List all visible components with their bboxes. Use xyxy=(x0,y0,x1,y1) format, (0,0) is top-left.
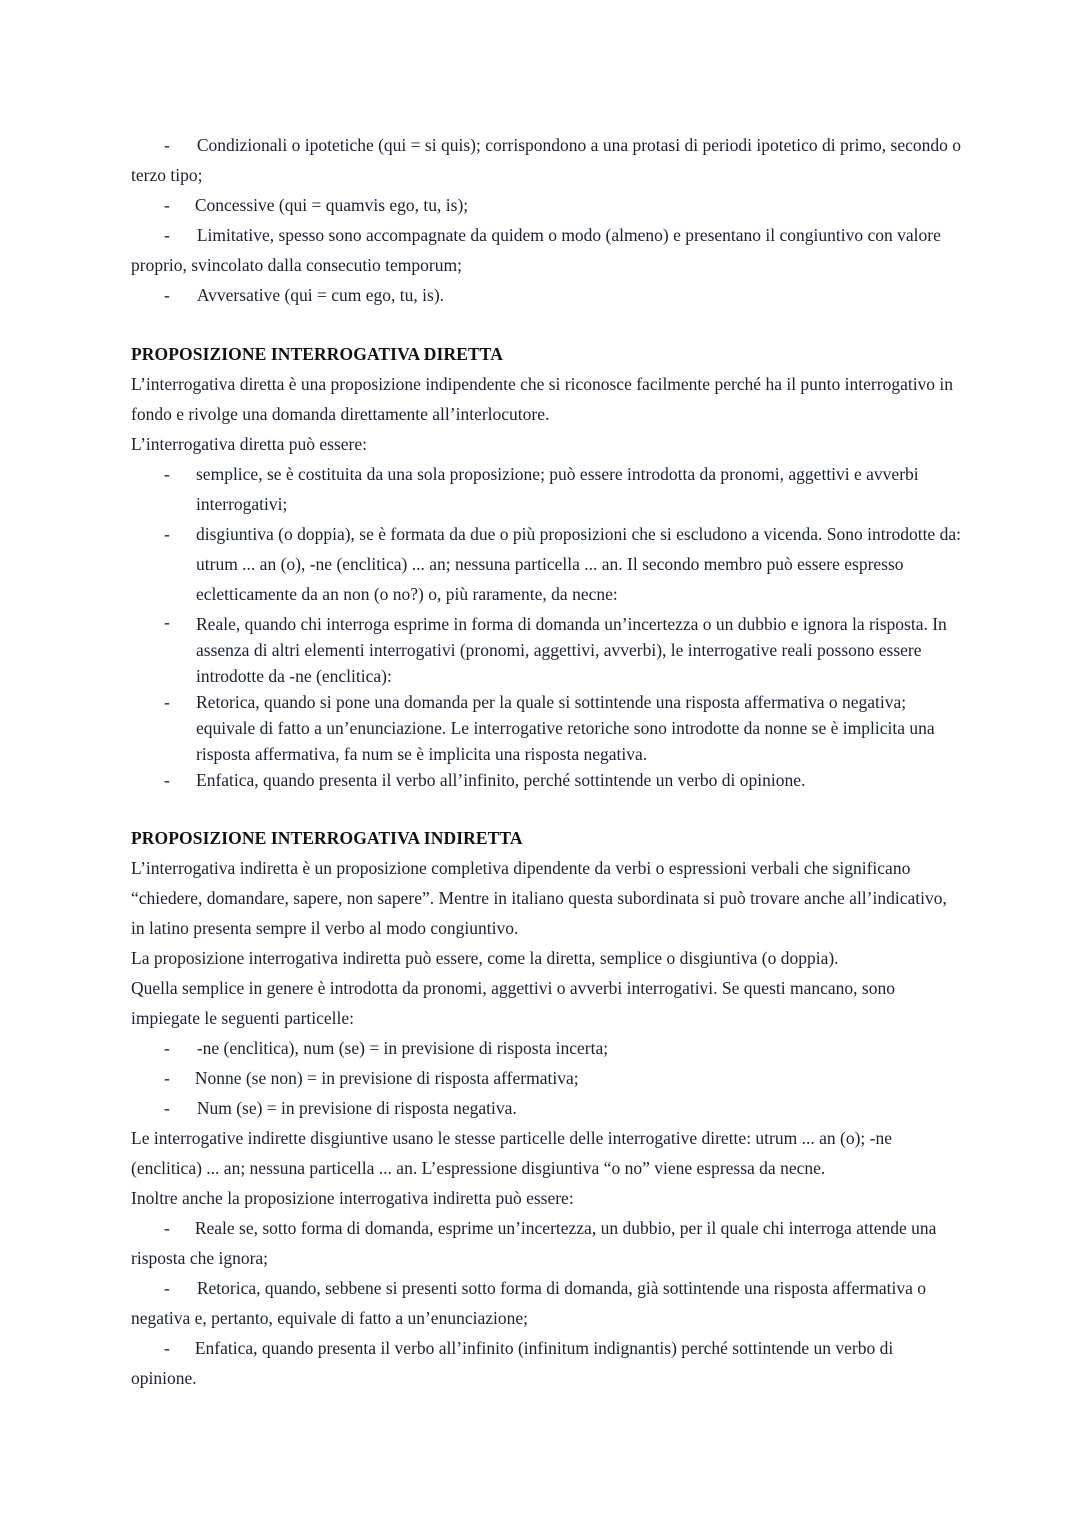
list-item-text: Retorica, quando si pone una domanda per la quale si sottintende una risposta affermativa o negativa; equivale di fatto a un’enunciazione. Le interrogative retoriche sono introdotte da nonne se è implicita una risposta affermativa, fa num se è implicita una risposta negativa. xyxy=(196,692,935,764)
list-item xyxy=(131,1033,961,1063)
list-dash: - xyxy=(164,1038,170,1058)
list-item-text: Nonne (se non) = in previsione di risposta affermativa; xyxy=(194,1068,579,1088)
list-dash: - xyxy=(164,464,170,484)
list-dash: - xyxy=(164,1278,170,1298)
list-item xyxy=(131,767,961,793)
list-item xyxy=(131,459,961,519)
paragraph: Quella semplice in genere è introdotta da pronomi, aggettivi o avverbi interrogativi. Se questi mancano, sono impiegate le seguenti particelle: xyxy=(131,978,895,1028)
list-dash: - xyxy=(164,135,170,155)
list-dash: - xyxy=(164,195,170,215)
list-dash: - xyxy=(164,1068,170,1088)
list-item xyxy=(131,1213,961,1273)
list-dash: - xyxy=(164,524,170,544)
list-item-text: semplice, se è costituita da una sola proposizione; può essere introdotta da pronomi, aggettivi e avverbi interrogativi; xyxy=(196,464,919,514)
list-item-text: Condizionali o ipotetiche (qui = si quis); corrispondono a una protasi di periodi ipotetico di primo, secondo o terzo tipo; xyxy=(131,135,962,185)
paragraph: Le interrogative indirette disgiuntive usano le stesse particelle delle interrogative dirette: utrum ... an (o); -ne (enclitica) ... an; nessuna particella ... an. L’espressione disgiuntiva “o no” viene espressa da necne. xyxy=(131,1128,892,1178)
list-dash: - xyxy=(164,1098,170,1118)
list-item-text: Avversative (qui = cum ego, tu, is). xyxy=(196,285,445,305)
list-dash: - xyxy=(164,225,170,245)
list-item xyxy=(131,1063,961,1093)
list-item xyxy=(131,1093,961,1123)
list-item xyxy=(131,280,961,310)
paragraph: Inoltre anche la proposizione interrogativa indiretta può essere: xyxy=(131,1188,574,1208)
list-item-text: Reale se, sotto forma di domanda, esprime un’incertezza, un dubbio, per il quale chi interroga attende una risposta che ignora; xyxy=(131,1218,937,1268)
list-dash: - xyxy=(164,285,170,305)
list-dash: - xyxy=(164,770,170,790)
list-item-text: Reale, quando chi interroga esprime in forma di domanda un’incertezza o un dubbio e ignora la risposta. In assenza di altri elementi interrogativi (pronomi, aggettivi, avverbi), le interrogative reali possono essere introdotte da -ne (enclitica): xyxy=(196,614,947,686)
list-item-text: Enfatica, quando presenta il verbo all’infinito (infinitum indignantis) perché sottintende un verbo di opinione. xyxy=(131,1338,894,1388)
paragraph: L’interrogativa diretta può essere: xyxy=(131,434,368,454)
list-item xyxy=(131,220,961,280)
list-item xyxy=(131,1333,961,1393)
list-item xyxy=(131,609,961,689)
list-item-text: Retorica, quando, sebbene si presenti sotto forma di domanda, già sottintende una risposta affermativa o negativa e, pertanto, equivale di fatto a un’enunciazione; xyxy=(131,1278,926,1328)
section-heading: PROPOSIZIONE INTERROGATIVA INDIRETTA xyxy=(131,828,523,848)
list-item-text: Enfatica, quando presenta il verbo all’infinito, perché sottintende un verbo di opinione. xyxy=(196,770,806,790)
list-item-text: -ne (enclitica), num (se) = in previsione di risposta incerta; xyxy=(196,1038,609,1058)
list-item xyxy=(131,689,961,767)
list-item xyxy=(131,130,961,190)
list-item-text: disgiuntiva (o doppia), se è formata da due o più proposizioni che si escludono a vicenda. Sono introdotte da: utrum ... an (o), -ne (enclitica) ... an; nessuna particella ... an. Il secondo membro può essere espresso ecletticamente da an non (o no?) o, più raramente, da necne: xyxy=(196,524,961,604)
list-item-text: Concessive (qui = quamvis ego, tu, is); xyxy=(194,195,469,215)
list-dash: - xyxy=(164,1218,170,1238)
section-heading: PROPOSIZIONE INTERROGATIVA DIRETTA xyxy=(131,344,503,364)
list-dash: - xyxy=(164,1338,170,1358)
list-item-text: Num (se) = in previsione di risposta negativa. xyxy=(196,1098,517,1118)
paragraph: L’interrogativa diretta è una proposizione indipendente che si riconosce facilmente perché ha il punto interrogativo in fondo e rivolge una domanda direttamente all’interlocutore. xyxy=(131,374,954,424)
document-page xyxy=(131,130,961,1393)
list-item xyxy=(131,1273,961,1333)
list-item xyxy=(131,190,961,220)
list-dash: - xyxy=(164,612,170,632)
paragraph: La proposizione interrogativa indiretta può essere, come la diretta, semplice o disgiuntiva (o doppia). xyxy=(131,948,839,968)
list-item xyxy=(131,519,961,609)
list-dash: - xyxy=(164,692,170,712)
list-item-text: Limitative, spesso sono accompagnate da quidem o modo (almeno) e presentano il congiuntivo con valore proprio, svincolato dalla consecutio temporum; xyxy=(131,225,941,275)
paragraph: L’interrogativa indiretta è un proposizione completiva dipendente da verbi o espressioni verbali che significano “chiedere, domandare, sapere, non sapere”. Mentre in italiano questa subordinata si può trovare anche all’indicativo, in latino presenta sempre il verbo al modo congiuntivo. xyxy=(131,858,947,938)
